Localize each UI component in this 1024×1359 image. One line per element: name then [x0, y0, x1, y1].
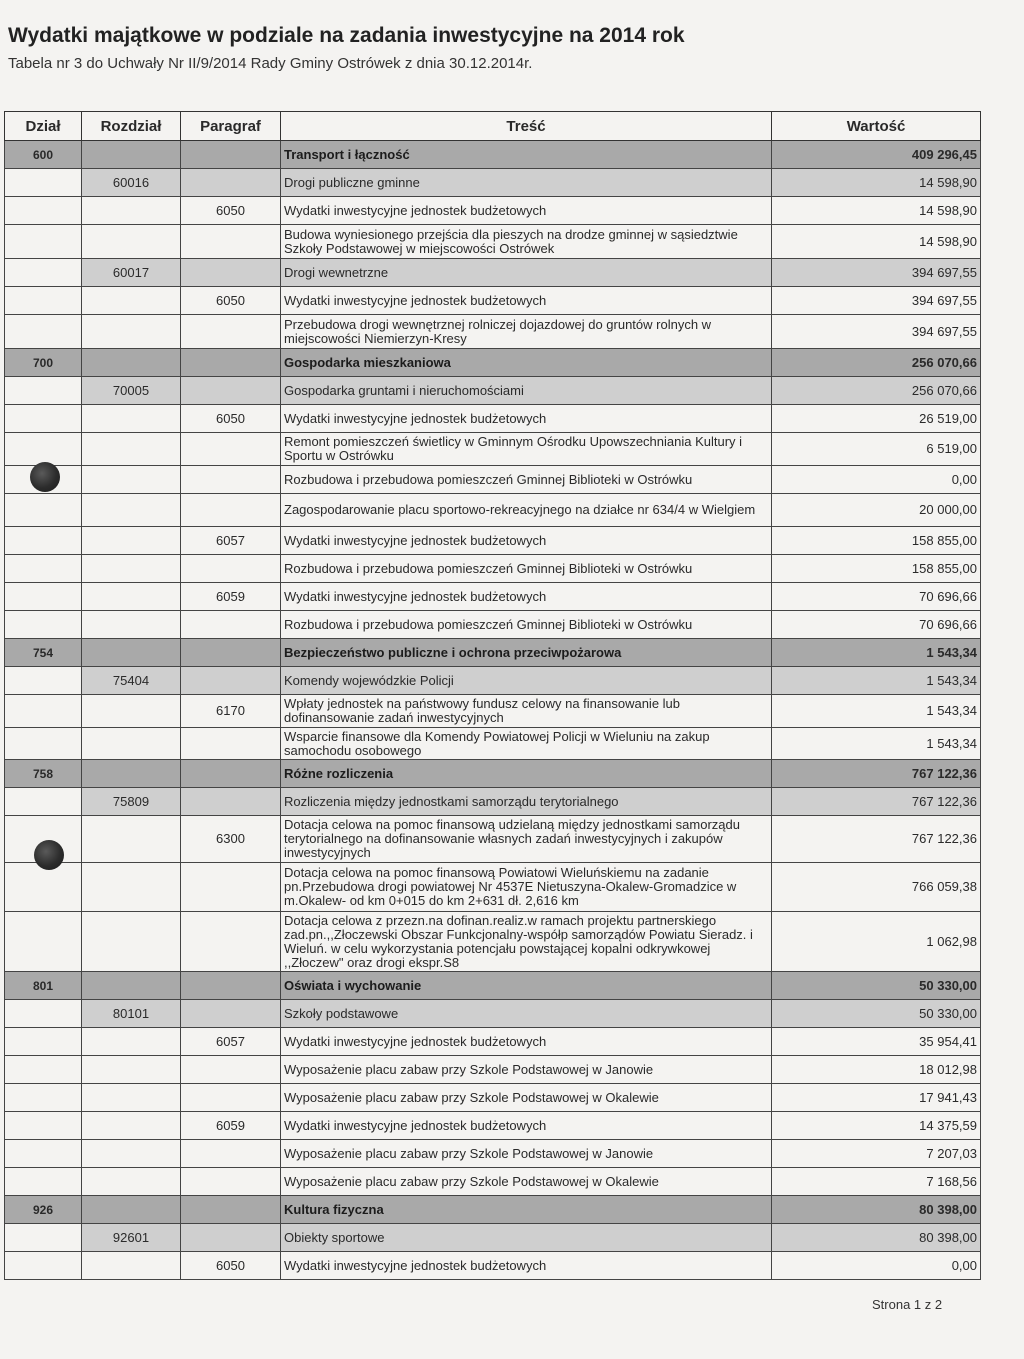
table-row	[5, 1084, 981, 1112]
cell-wartosc: 17 941,43	[772, 1084, 981, 1112]
table-row	[5, 197, 981, 225]
cell-dzial	[5, 1000, 82, 1028]
cell-rozdzial	[82, 1112, 181, 1140]
cell-wartosc: 70 696,66	[772, 611, 981, 639]
cell-dzial	[5, 377, 82, 405]
table-row	[5, 1000, 981, 1028]
cell-rozdzial	[82, 695, 181, 728]
cell-tresc: Gospodarka mieszkaniowa	[281, 349, 772, 377]
cell-rozdzial	[82, 728, 181, 760]
cell-paragraf	[181, 349, 281, 377]
cell-paragraf	[181, 972, 281, 1000]
cell-dzial	[5, 1084, 82, 1112]
cell-wartosc: 767 122,36	[772, 760, 981, 788]
cell-tresc: Drogi wewnetrzne	[281, 259, 772, 287]
table-row	[5, 788, 981, 816]
cell-dzial	[5, 583, 82, 611]
cell-rozdzial: 60016	[82, 169, 181, 197]
table-row	[5, 816, 981, 863]
table-row	[5, 225, 981, 259]
table-row	[5, 377, 981, 405]
cell-rozdzial: 60017	[82, 259, 181, 287]
table-row	[5, 1056, 981, 1084]
cell-tresc: Kultura fizyczna	[281, 1196, 772, 1224]
cell-paragraf	[181, 555, 281, 583]
cell-paragraf	[181, 788, 281, 816]
cell-rozdzial: 70005	[82, 377, 181, 405]
table-row	[5, 433, 981, 466]
cell-wartosc: 80 398,00	[772, 1196, 981, 1224]
cell-dzial	[5, 527, 82, 555]
cell-dzial	[5, 912, 82, 972]
cell-paragraf: 6170	[181, 695, 281, 728]
table-header-row	[5, 112, 981, 141]
cell-paragraf	[181, 1196, 281, 1224]
budget-table	[4, 111, 981, 1280]
cell-tresc: Wydatki inwestycyjne jednostek budżetowych	[281, 197, 772, 225]
table-row	[5, 1140, 981, 1168]
cell-wartosc: 35 954,41	[772, 1028, 981, 1056]
cell-rozdzial	[82, 760, 181, 788]
cell-wartosc: 1 543,34	[772, 695, 981, 728]
cell-dzial	[5, 1112, 82, 1140]
table-row	[5, 287, 981, 315]
cell-tresc: Rozbudowa i przebudowa pomieszczeń Gminnej Biblioteki w Ostrówku	[281, 555, 772, 583]
cell-tresc: Wydatki inwestycyjne jednostek budżetowych	[281, 527, 772, 555]
cell-tresc: Transport i łączność	[281, 141, 772, 169]
cell-rozdzial: 92601	[82, 1224, 181, 1252]
cell-rozdzial	[82, 494, 181, 527]
page-number: Strona 1 z 2	[872, 1297, 943, 1312]
cell-tresc: Przebudowa drogi wewnętrznej rolniczej dojazdowej do gruntów rolnych w miejscowości Niemierzyn-Kresy	[281, 315, 772, 349]
cell-dzial	[5, 433, 82, 466]
table-row	[5, 405, 981, 433]
cell-rozdzial	[82, 1168, 181, 1196]
cell-dzial	[5, 1056, 82, 1084]
cell-dzial	[5, 695, 82, 728]
cell-paragraf	[181, 1168, 281, 1196]
cell-paragraf	[181, 433, 281, 466]
table-row	[5, 912, 981, 972]
cell-paragraf: 6057	[181, 1028, 281, 1056]
cell-paragraf	[181, 1000, 281, 1028]
cell-tresc: Komendy wojewódzkie Policji	[281, 667, 772, 695]
cell-dzial	[5, 1224, 82, 1252]
cell-paragraf	[181, 315, 281, 349]
cell-wartosc: 767 122,36	[772, 816, 981, 863]
cell-rozdzial	[82, 611, 181, 639]
cell-wartosc: 6 519,00	[772, 433, 981, 466]
cell-rozdzial	[82, 639, 181, 667]
cell-dzial	[5, 555, 82, 583]
header-tresc: Treść	[281, 112, 772, 141]
table-row	[5, 1112, 981, 1140]
cell-paragraf	[181, 1224, 281, 1252]
cell-wartosc: 7 168,56	[772, 1168, 981, 1196]
cell-tresc: Gospodarka gruntami i nieruchomościami	[281, 377, 772, 405]
cell-paragraf	[181, 141, 281, 169]
cell-tresc: Dotacja celowa z przezn.na dofinan.realiz.w ramach projektu partnerskiego zad.pn.,,Złoczewski Obszar Funkcjonalny-współp samorządów Powiatu Sieradz. i Wieluń. w celu wykorzystania potencjału powstającej kopalni odkrywkowej ,,Złoczew" oraz drogi ekspr.S8	[281, 912, 772, 972]
cell-paragraf	[181, 611, 281, 639]
cell-paragraf	[181, 494, 281, 527]
cell-tresc: Wyposażenie placu zabaw przy Szkole Podstawowej w Janowie	[281, 1140, 772, 1168]
cell-paragraf: 6050	[181, 287, 281, 315]
cell-wartosc: 394 697,55	[772, 315, 981, 349]
cell-dzial	[5, 405, 82, 433]
table-row	[5, 695, 981, 728]
cell-rozdzial	[82, 1140, 181, 1168]
cell-dzial: 801	[5, 972, 82, 1000]
cell-dzial	[5, 494, 82, 527]
header-paragraf: Paragraf	[181, 112, 281, 141]
cell-paragraf	[181, 1140, 281, 1168]
punch-hole	[30, 462, 60, 492]
table-row	[5, 972, 981, 1000]
cell-dzial	[5, 169, 82, 197]
cell-tresc: Dotacja celowa na pomoc finansową udzielaną między jednostkami samorządu terytorialnego na dofinansowanie własnych zadań inwestycyjnych i zakupów inwestycyjnych	[281, 816, 772, 863]
table-body	[5, 141, 981, 1280]
cell-rozdzial	[82, 1252, 181, 1280]
cell-dzial: 600	[5, 141, 82, 169]
page-subtitle: Tabela nr 3 do Uchwały Nr II/9/2014 Rady Gminy Ostrówek z dnia 30.12.2014r.	[8, 55, 533, 72]
cell-wartosc: 20 000,00	[772, 494, 981, 527]
cell-tresc: Wydatki inwestycyjne jednostek budżetowych	[281, 1112, 772, 1140]
cell-wartosc: 1 543,34	[772, 639, 981, 667]
cell-paragraf: 6050	[181, 405, 281, 433]
cell-dzial	[5, 863, 82, 912]
cell-paragraf	[181, 760, 281, 788]
cell-dzial	[5, 1252, 82, 1280]
cell-wartosc: 14 598,90	[772, 225, 981, 259]
cell-wartosc: 394 697,55	[772, 259, 981, 287]
cell-wartosc: 767 122,36	[772, 788, 981, 816]
table-row	[5, 1168, 981, 1196]
cell-wartosc: 0,00	[772, 466, 981, 494]
cell-wartosc: 7 207,03	[772, 1140, 981, 1168]
table-row	[5, 259, 981, 287]
cell-dzial	[5, 287, 82, 315]
table-row	[5, 728, 981, 760]
cell-rozdzial	[82, 555, 181, 583]
cell-wartosc: 394 697,55	[772, 287, 981, 315]
cell-rozdzial	[82, 1084, 181, 1112]
cell-wartosc: 18 012,98	[772, 1056, 981, 1084]
cell-dzial: 754	[5, 639, 82, 667]
cell-rozdzial: 80101	[82, 1000, 181, 1028]
cell-wartosc: 50 330,00	[772, 972, 981, 1000]
cell-rozdzial	[82, 863, 181, 912]
cell-rozdzial	[82, 1028, 181, 1056]
header-rozdzial: Rozdział	[82, 112, 181, 141]
table-row	[5, 611, 981, 639]
cell-wartosc: 256 070,66	[772, 349, 981, 377]
cell-dzial	[5, 1168, 82, 1196]
cell-dzial	[5, 728, 82, 760]
cell-paragraf	[181, 912, 281, 972]
cell-paragraf	[181, 1056, 281, 1084]
cell-dzial	[5, 611, 82, 639]
cell-paragraf: 6300	[181, 816, 281, 863]
cell-dzial	[5, 197, 82, 225]
table-row	[5, 1224, 981, 1252]
cell-paragraf	[181, 259, 281, 287]
table-row	[5, 667, 981, 695]
cell-tresc: Remont pomieszczeń świetlicy w Gminnym Ośrodku Upowszechniania Kultury i Sportu w Ostrówku	[281, 433, 772, 466]
cell-dzial	[5, 315, 82, 349]
table-row	[5, 169, 981, 197]
page-title: Wydatki majątkowe w podziale na zadania inwestycyjne na 2014 rok	[8, 24, 685, 47]
cell-tresc: Rozbudowa i przebudowa pomieszczeń Gminnej Biblioteki w Ostrówku	[281, 466, 772, 494]
cell-rozdzial: 75809	[82, 788, 181, 816]
cell-tresc: Wydatki inwestycyjne jednostek budżetowych	[281, 1252, 772, 1280]
cell-rozdzial	[82, 197, 181, 225]
cell-wartosc: 26 519,00	[772, 405, 981, 433]
cell-tresc: Wyposażenie placu zabaw przy Szkole Podstawowej w Janowie	[281, 1056, 772, 1084]
cell-wartosc: 1 062,98	[772, 912, 981, 972]
cell-paragraf	[181, 863, 281, 912]
cell-paragraf	[181, 1084, 281, 1112]
cell-paragraf	[181, 728, 281, 760]
cell-tresc: Wyposażenie placu zabaw przy Szkole Podstawowej w Okalewie	[281, 1084, 772, 1112]
cell-paragraf	[181, 466, 281, 494]
cell-wartosc: 158 855,00	[772, 555, 981, 583]
cell-wartosc: 766 059,38	[772, 863, 981, 912]
cell-paragraf: 6050	[181, 197, 281, 225]
table-row	[5, 527, 981, 555]
cell-rozdzial	[82, 433, 181, 466]
cell-wartosc: 0,00	[772, 1252, 981, 1280]
cell-rozdzial	[82, 1056, 181, 1084]
cell-tresc: Wyposażenie placu zabaw przy Szkole Podstawowej w Okalewie	[281, 1168, 772, 1196]
cell-tresc: Drogi publiczne gminne	[281, 169, 772, 197]
cell-rozdzial	[82, 466, 181, 494]
cell-paragraf	[181, 667, 281, 695]
header-dzial: Dział	[5, 112, 82, 141]
cell-wartosc: 14 375,59	[772, 1112, 981, 1140]
cell-dzial	[5, 259, 82, 287]
cell-paragraf	[181, 225, 281, 259]
table-row	[5, 1028, 981, 1056]
cell-tresc: Dotacja celowa na pomoc finansową Powiatowi Wieluńskiemu na zadanie pn.Przebudowa drogi powiatowej Nr 4537E Nietuszyna-Okalew-Gromadzice w m.Okalew- od km 0+015 do km 2+631 dł. 2,616 km	[281, 863, 772, 912]
cell-rozdzial	[82, 405, 181, 433]
cell-tresc: Oświata i wychowanie	[281, 972, 772, 1000]
table-row	[5, 494, 981, 527]
cell-paragraf: 6050	[181, 1252, 281, 1280]
cell-tresc: Szkoły podstawowe	[281, 1000, 772, 1028]
cell-dzial: 926	[5, 1196, 82, 1224]
cell-tresc: Wsparcie finansowe dla Komendy Powiatowej Policji w Wieluniu na zakup samochodu osobowego	[281, 728, 772, 760]
table-row	[5, 583, 981, 611]
cell-tresc: Wydatki inwestycyjne jednostek budżetowych	[281, 405, 772, 433]
cell-tresc: Wpłaty jednostek na państwowy fundusz celowy na finansowanie lub dofinansowanie zadań inwestycyjnych	[281, 695, 772, 728]
table-row	[5, 555, 981, 583]
cell-rozdzial	[82, 287, 181, 315]
cell-dzial	[5, 1140, 82, 1168]
cell-rozdzial	[82, 583, 181, 611]
table-row	[5, 141, 981, 169]
cell-tresc: Rozbudowa i przebudowa pomieszczeń Gminnej Biblioteki w Ostrówku	[281, 611, 772, 639]
cell-wartosc: 50 330,00	[772, 1000, 981, 1028]
table-row	[5, 760, 981, 788]
cell-wartosc: 409 296,45	[772, 141, 981, 169]
cell-rozdzial	[82, 1196, 181, 1224]
cell-paragraf	[181, 377, 281, 405]
cell-tresc: Budowa wyniesionego przejścia dla pieszych na drodze gminnej w sąsiedztwie Szkoły Podstawowej w miejscowości Ostrówek	[281, 225, 772, 259]
cell-rozdzial	[82, 527, 181, 555]
header-wartosc: Wartość	[772, 112, 981, 141]
table-row	[5, 1252, 981, 1280]
table-row	[5, 863, 981, 912]
cell-tresc: Bezpieczeństwo publiczne i ochrona przeciwpożarowa	[281, 639, 772, 667]
cell-tresc: Wydatki inwestycyjne jednostek budżetowych	[281, 583, 772, 611]
cell-wartosc: 80 398,00	[772, 1224, 981, 1252]
cell-dzial	[5, 788, 82, 816]
cell-wartosc: 1 543,34	[772, 667, 981, 695]
punch-hole	[34, 840, 64, 870]
cell-rozdzial	[82, 225, 181, 259]
cell-rozdzial	[82, 315, 181, 349]
cell-wartosc: 14 598,90	[772, 197, 981, 225]
cell-paragraf: 6059	[181, 583, 281, 611]
cell-dzial	[5, 1028, 82, 1056]
cell-tresc: Wydatki inwestycyjne jednostek budżetowych	[281, 287, 772, 315]
table-row	[5, 1196, 981, 1224]
cell-paragraf	[181, 169, 281, 197]
table-row	[5, 639, 981, 667]
cell-rozdzial	[82, 912, 181, 972]
cell-wartosc: 1 543,34	[772, 728, 981, 760]
cell-tresc: Obiekty sportowe	[281, 1224, 772, 1252]
cell-paragraf: 6057	[181, 527, 281, 555]
cell-rozdzial	[82, 349, 181, 377]
table-row	[5, 315, 981, 349]
cell-rozdzial: 75404	[82, 667, 181, 695]
cell-dzial: 758	[5, 760, 82, 788]
cell-wartosc: 14 598,90	[772, 169, 981, 197]
table-row	[5, 349, 981, 377]
cell-rozdzial	[82, 141, 181, 169]
cell-dzial	[5, 225, 82, 259]
cell-tresc: Różne rozliczenia	[281, 760, 772, 788]
cell-rozdzial	[82, 972, 181, 1000]
cell-dzial: 700	[5, 349, 82, 377]
cell-wartosc: 70 696,66	[772, 583, 981, 611]
cell-paragraf: 6059	[181, 1112, 281, 1140]
cell-dzial	[5, 667, 82, 695]
cell-tresc: Rozliczenia między jednostkami samorządu terytorialnego	[281, 788, 772, 816]
cell-rozdzial	[82, 816, 181, 863]
cell-tresc: Zagospodarowanie placu sportowo-rekreacyjnego na działce nr 634/4 w Wielgiem	[281, 494, 772, 527]
cell-paragraf	[181, 639, 281, 667]
cell-wartosc: 256 070,66	[772, 377, 981, 405]
table-row	[5, 466, 981, 494]
cell-wartosc: 158 855,00	[772, 527, 981, 555]
cell-tresc: Wydatki inwestycyjne jednostek budżetowych	[281, 1028, 772, 1056]
